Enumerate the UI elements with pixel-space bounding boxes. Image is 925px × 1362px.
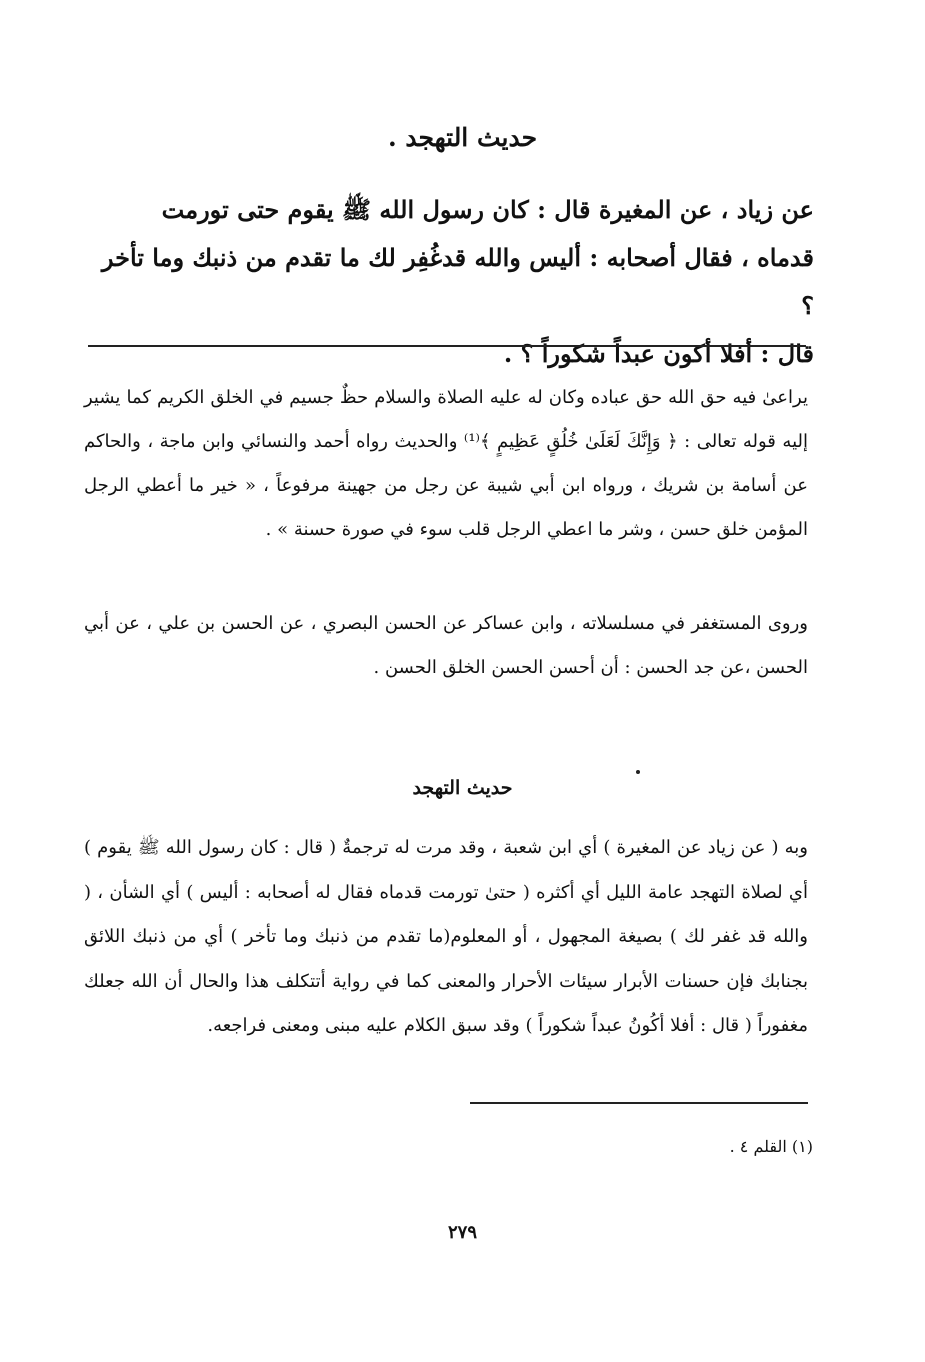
commentary-text: وروى المستغفر في مسلسلاته ، وابن عساكر عن الحسن البصري ، عن الحسن بن علي ، عن أبي الحسن ،عن جد الحسن : أن أحسن الحسن الخلق الحسن . bbox=[84, 613, 808, 678]
section-subtitle: حديث التهجد bbox=[412, 777, 513, 799]
explanation-paragraph bbox=[84, 826, 808, 1049]
hadith-line: قدماه ، فقال أصحابه : أليس والله قدغُفِر لك ما تقدم من ذنبك وما تأخر ؟ bbox=[101, 243, 814, 320]
hadith-text bbox=[86, 186, 814, 378]
footnote-divider bbox=[470, 1102, 808, 1104]
commentary-paragraph-2 bbox=[84, 602, 808, 690]
explanation-text: وبه ( عن زياد عن المغيرة ) أي ابن شعبة ، وقد مرت له ترجمةٌ ( قال : كان رسول الله ﷺ يقوم ) أي لصلاة التهجد عامة الليل أي أكثره ( حتىٰ تورمت قدماه فقال له أصحابه : أليس ) أي الشأن ، ( والله قد غفر لك ) بصيغة المجهول ، أو المعلوم(ما تقدم من ذنبك وما تأخر ) أي من ذنبك اللائق بجنابك فإن حسنات الأبرار سيئات الأحرار والمعنى كما في رواية أتتكلف هذا والحال أن الله جعلك مغفوراً ( قال : أفلا أكُونُ عبداً شكوراً ) وقد سبق الكلام عليه مبنى ومعنى فراجعه. bbox=[84, 837, 808, 1036]
page-number: ٢٧٩ bbox=[447, 1222, 477, 1243]
section-divider bbox=[88, 345, 806, 347]
page-title: حديث التهجد . bbox=[387, 123, 538, 152]
hadith-line: عن زياد ، عن المغيرة قال : كان رسول الله ﷺ يقوم حتى تورمت bbox=[161, 195, 814, 224]
commentary-text: يراعىٰ فيه حق الله حق عباده وكان له عليه الصلاة والسلام حظٌ جسيم في الخلق الكريم كما يشير إليه قوله تعالى : ﴿ وَإِنَّكَ لَعَلَىٰ خُلُقٍ عَظِيمٍ ﴾⁽¹⁾ والحديث رواه أحمد والنسائي وابن ماجة ، والحاكم عن أسامة بن شريك ، ورواه ابن أبي شيبة عن رجل من جهينة مرفوعاً ، « خير ما أعطي الرجل المؤمن خلق حسن ، وشر ما اعطي الرجل قلب سوء في صورة حسنة » . bbox=[84, 387, 808, 540]
commentary-paragraph-1 bbox=[84, 376, 808, 552]
hadith-line: قال : أفلا أكون عبداً شكوراً ؟ . bbox=[503, 339, 814, 368]
footnote: (١) القلم ٤ . bbox=[729, 1137, 813, 1156]
